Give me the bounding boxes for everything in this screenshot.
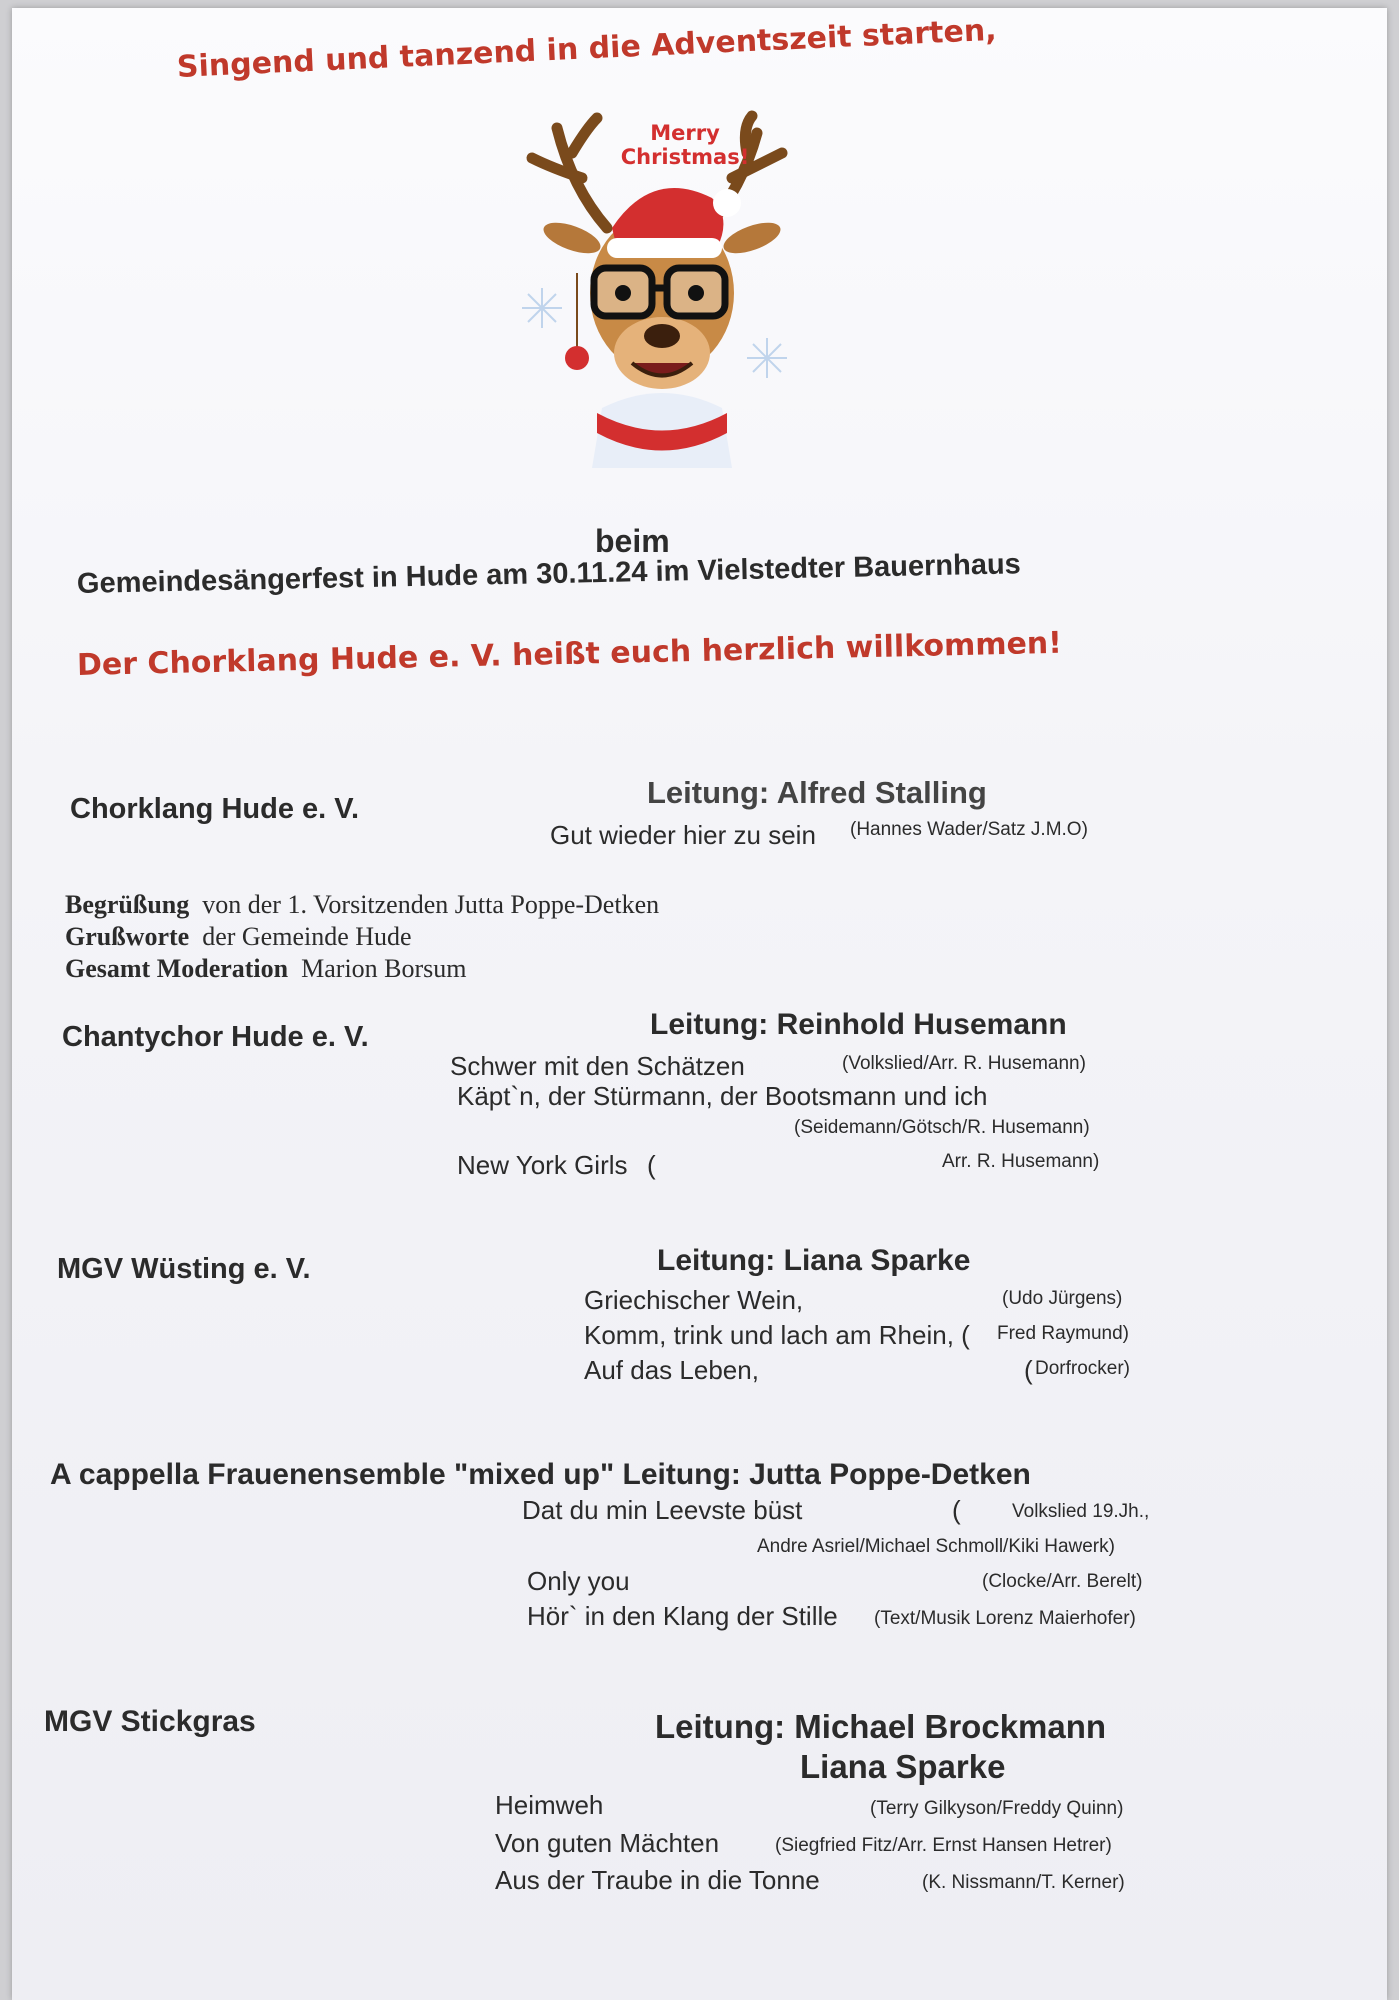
greeting-text: Marion Borsum (301, 954, 467, 983)
group-heading-mixed-up: A cappella Frauenensemble "mixed up" Leitung: Jutta Poppe-Detken (50, 1458, 1031, 1491)
beim-text: beim (595, 523, 670, 559)
event-line: Gemeindesängerfest in Hude am 30.11.24 im Vielstedter Bauernhaus (76, 548, 1022, 600)
greeting-grussworte (65, 922, 412, 952)
flyer-paper (12, 8, 1387, 2000)
song-title: Aus der Traube in die Tonne (495, 1865, 820, 1895)
song-title: Komm, trink und lach am Rhein, ( (584, 1320, 970, 1350)
greeting-label: Begrüßung (65, 890, 190, 919)
song-credit: (Seidemann/Götsch/R. Husemann) (794, 1117, 1090, 1138)
song-title: Dat du min Leevste büst (522, 1495, 803, 1525)
greeting-text: der Gemeinde Hude (202, 922, 412, 951)
song-credit: (Text/Musik Lorenz Maierhofer) (874, 1608, 1136, 1629)
song-credit: (Clocke/Arr. Berelt) (982, 1571, 1143, 1592)
song-credit: (Udo Jürgens) (1002, 1288, 1123, 1309)
leitung-mgv-stickgras-2: Liana Sparke (800, 1748, 1006, 1785)
greeting-moderation (65, 954, 467, 984)
song-credit: (Hannes Wader/Satz J.M.O) (850, 819, 1088, 840)
song-paren: ( (647, 1150, 656, 1180)
leitung-mgv-stickgras: Leitung: Michael Brockmann (655, 1708, 1107, 1745)
song-credit-continued: Andre Asriel/Michael Schmoll/Kiki Hawerk) (757, 1536, 1115, 1557)
song-credit: Dorfrocker) (1035, 1358, 1131, 1379)
greeting-begruessung (65, 890, 659, 920)
song-paren: ( (1024, 1355, 1033, 1385)
reindeer-illustration (502, 108, 842, 488)
group-name-chorklang: Chorklang Hude e. V. (70, 793, 359, 825)
group-name-mgv-stickgras: MGV Stickgras (44, 1705, 256, 1738)
song-title: New York Girls (457, 1150, 628, 1180)
leitung-chorklang: Leitung: Alfred Stalling (647, 775, 987, 810)
song-credit: (Terry Gilkyson/Freddy Quinn) (870, 1798, 1124, 1819)
tagline: Singend und tanzend in die Adventszeit starten, (176, 12, 998, 85)
welcome-line: Der Chorklang Hude e. V. heißt euch herzlich willkommen! (76, 625, 1063, 683)
leitung-chantychor: Leitung: Reinhold Husemann (650, 1008, 1067, 1041)
greeting-label: Gesamt Moderation (65, 954, 289, 983)
greeting-text: von der 1. Vorsitzenden Jutta Poppe-Detken (202, 890, 660, 919)
merry-text: Merry (650, 121, 720, 145)
song-title: Auf das Leben, (584, 1355, 759, 1385)
song-credit: (Volkslied/Arr. R. Husemann) (842, 1053, 1086, 1074)
song-title: Griechischer Wein, (584, 1285, 804, 1315)
song-credit: (K. Nissmann/T. Kerner) (922, 1872, 1125, 1893)
song-title: Only you (527, 1566, 630, 1596)
group-name-mgv-wuesting: MGV Wüsting e. V. (57, 1253, 311, 1285)
song-credit: Arr. R. Husemann) (942, 1151, 1100, 1172)
leitung-mgv-wuesting: Leitung: Liana Sparke (657, 1244, 971, 1277)
song-credit: (Siegfried Fitz/Arr. Ernst Hansen Hetrer) (775, 1835, 1112, 1856)
group-name-chantychor: Chantychor Hude e. V. (62, 1021, 369, 1053)
greeting-label: Grußworte (65, 922, 190, 951)
christmas-text: Christmas! (620, 145, 750, 169)
song-title: Gut wieder hier zu sein (550, 820, 816, 850)
song-title: Heimweh (495, 1790, 604, 1820)
song-title: Käpt`n, der Stürmann, der Bootsmann und ich (457, 1081, 988, 1111)
song-title: Hör` in den Klang der Stille (527, 1601, 838, 1631)
song-credit: Fred Raymund) (997, 1323, 1129, 1344)
song-credit: Volkslied 19.Jh., (1012, 1501, 1150, 1522)
song-title: Schwer mit den Schätzen (450, 1051, 745, 1081)
song-paren: ( (952, 1495, 961, 1525)
song-title: Von guten Mächten (495, 1828, 720, 1858)
